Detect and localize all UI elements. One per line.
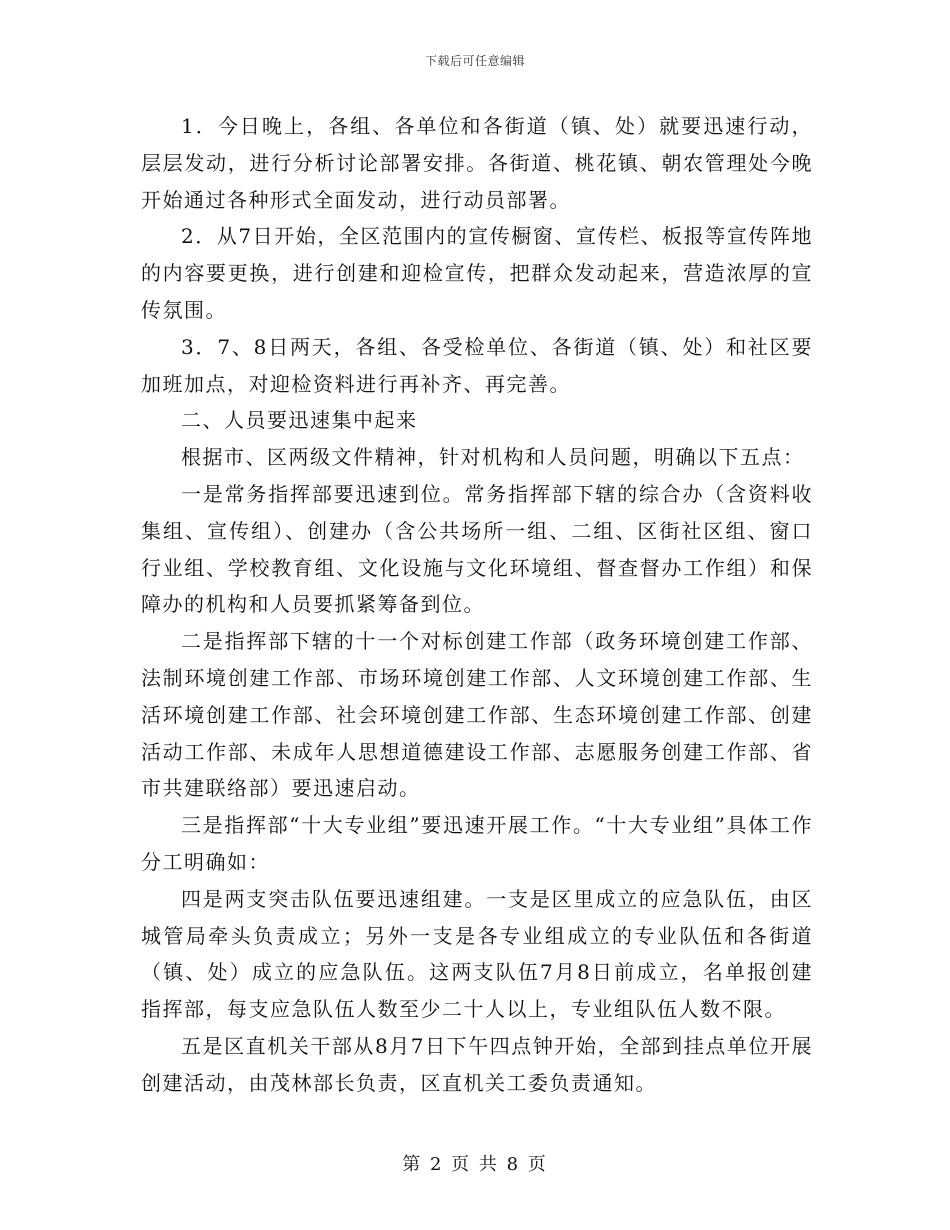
paragraph: 1．今日晚上，各组、各单位和各街道（镇、处）就要迅速行动，层层发动，进行分析讨论部署安排。各街道、桃花镇、朝农管理处今晚开始通过各种形式全面发动，进行动员部署。 bbox=[141, 114, 813, 212]
page-header: 下载后可任意编辑 bbox=[424, 54, 525, 68]
paragraph: 根据市、区两级文件精神，针对机构和人员问题，明确以下五点： bbox=[181, 445, 805, 470]
paragraph: 三是指挥部“十大专业组”要迅速开展工作。“十大专业组”具体工作分工明确如： bbox=[141, 813, 813, 874]
paragraph: 二是指挥部下辖的十一个对标创建工作部（政务环境创建工作部、法制环境创建工作部、市场环境创建工作部、人文环境创建工作部、生活环境创建工作部、社会环境创建工作部、生态环境创建工作部、创建活动工作部、未成年人思想道德建设工作部、志愿服务创建工作部、省市共建联络部）要迅速启动。 bbox=[141, 629, 813, 801]
paragraph: 2．从7日开始，全区范围内的宣传橱窗、宣传栏、板报等宣传阵地的内容要更换，进行创建和迎检宣传，把群众发动起来，营造浓厚的宣传氛围。 bbox=[141, 224, 813, 322]
paragraph: 3．7、8日两天，各组、各受检单位、各街道（镇、处）和社区要加班加点，对迎检资料进行再补齐、再完善。 bbox=[141, 334, 813, 396]
paragraph: 五是区直机关干部从8月7日下午四点钟开始，全部到挂点单位开展创建活动，由茂林部长负责，区直机关工委负责通知。 bbox=[141, 1033, 813, 1095]
paragraph: 四是两支突击队伍要迅速组建。一支是区里成立的应急队伍，由区城管局牵头负责成立；另外一支是各专业组成立的专业队伍和各街道（镇、处）成立的应急队伍。这两支队伍7月8日前成立，名单报创建指挥部，每支应急队伍人数至少二十人以上，专业组队伍人数不限。 bbox=[141, 886, 813, 1022]
paragraph: 一是常务指挥部要迅速到位。常务指挥部下辖的综合办（含资料收集组、宣传组）、创建办（含公共场所一组、二组、区街社区组、窗口行业组、学校教育组、文化设施与文化环境组、督查督办工作组）和保障办的机构和人员要抓紧筹备到位。 bbox=[141, 481, 813, 617]
section-heading: 二、人员要迅速集中起来 bbox=[181, 408, 418, 433]
document-body bbox=[141, 108, 813, 1102]
page-number: 第 2 页 共 8 页 bbox=[402, 1154, 548, 1175]
